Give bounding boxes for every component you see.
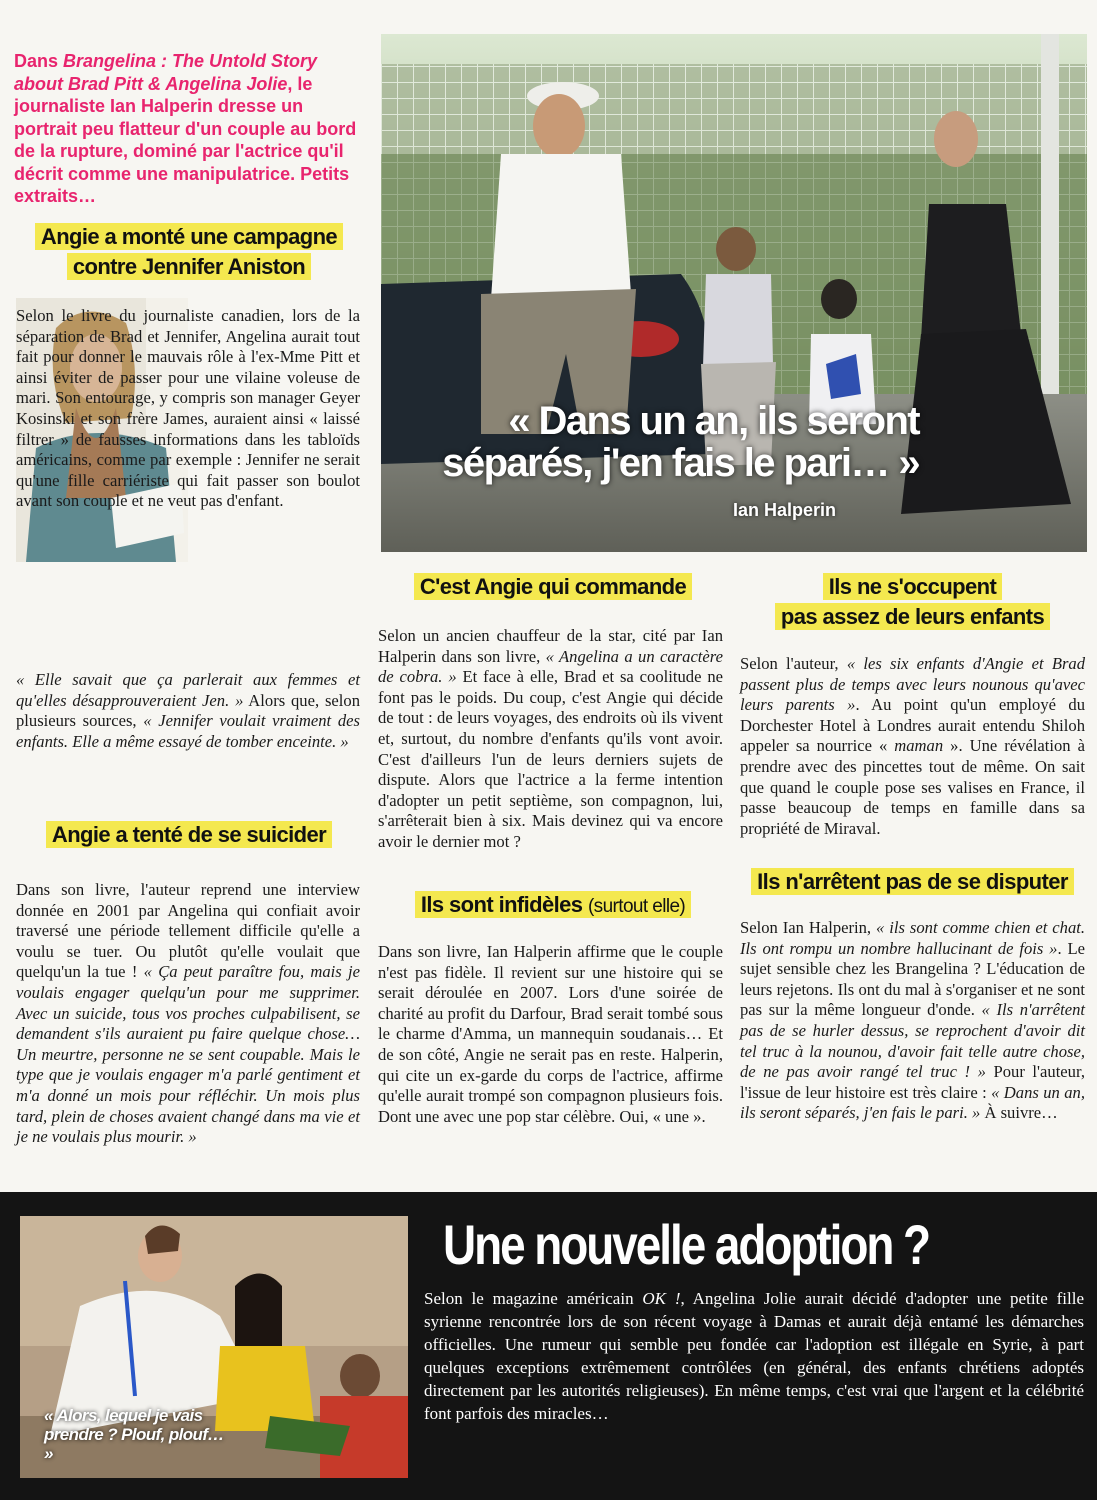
bottom-title: Une nouvelle adoption ? <box>443 1213 930 1276</box>
section1-body-top: Selon le livre du journaliste canadien, lors de la séparation de Brad et Jennifer, Angelina aurait tout fait pour donner le mauvais rôle à l'ex-Mme Pitt et ainsi éviter de passer pour une vilaine voleuse de mari. Son entourage, y compris son manager Geyer Kosinski et son frère James, auraient ainsi « laissé filtrer » de fausses informations dans les tabloïds américains, comme par exemple : Jennifer ne serait qu'une fille carriériste qui fait passer son boulot avant son couple et ne veut pas d'enfant. <box>16 306 360 511</box>
main-photo-quote: « Dans un an, ils seront séparés, j'en fais le pari… » <box>442 399 919 485</box>
main-photo-quote-author: Ian Halperin <box>733 500 837 520</box>
section4-body: Dans son livre, Ian Halperin affirme que le couple n'est pas fidèle. Il revient sur une histoire qui se serait déroulée en 2007. Lors d'une soirée de charité au profit du Darfour, Brad serait tombé sous le charme d'Amma, un mannequin soudanais… Et de son côté, Angie ne serait pas en reste. Halperin, qui cite un ex-garde du corps de l'actrice, affirme qu'elle aurait trompé son compagnon plusieurs fois. Dont une avec une pop star célèbre. Oui, « une ». <box>378 942 723 1126</box>
section3-body: Selon un ancien chauffeur de la star, cité par Ian Halperin dans son livre, « Angelina a un caractère de cobra. » Et face à elle, Brad et sa coolitude ne font pas le poids. Du coup, c'est Angie qui décide de tout : de leurs voyages, des endroits où ils vivent et, surtout, du nombre d'enfants qu'ils vont avoir. C'est d'ailleurs l'un de leurs derniers sujets de dispute. Alors que l'actrice a la ferme intention d'adopter un petit septième, son compagnon, lui, s'arrêterait bien à six. Mais devinez qui va encore avoir le dernier mot ? <box>378 626 723 851</box>
section6-body: Selon Ian Halperin, « ils sont comme chien et chat. Ils ont rompu un nombre hallucinant de fois ». Le sujet sensible chez les Brangelina ? L'éducation de leurs rejetons. Ils ont du mal à s'organiser et ne sont pas sur la même longueur d'onde. « Ils n'arrêtent pas de se hurler dessus, se reprochent d'avoir dit tel truc à la nounou, d'avoir fait telle autre chose, de ne pas avoir rangé tel truc ! » Pour l'auteur, l'issue de leur histoire est très claire : « Dans un an, ils seront séparés, j'en fais le pari. » À suivre… <box>740 918 1085 1123</box>
section-heading-children: Ils ne s'occupent pas assez de leurs enfants <box>740 572 1085 632</box>
adoption-photo <box>20 1216 408 1478</box>
adoption-photo-caption: « Alors, lequel je vais prendre ? Plouf, plouf… » <box>44 1406 224 1463</box>
section-heading-command: C'est Angie qui commande <box>378 572 728 602</box>
section5-body: Selon l'auteur, « les six enfants d'Angie et Brad passent plus de temps avec leurs nounous qu'avec leurs parents ». Au point qu'un employé du Dorchester Hotel à Londres aurait entendu Shiloh appeler sa nourrice « maman ». Une révélation à prendre avec des pincettes tout de même. On sait que quand le couple pose ses valises en France, il passe beaucoup de temps en famille dans sa propriété de Miraval. <box>740 654 1086 838</box>
bottom-body: Selon le magazine américain OK !, Angelina Jolie aurait décidé d'adopter une petite fille syrienne rencontrée lors de son récent voyage à Damas et aurait déjà entamé les démarches officielles. Une rumeur qui semble peu fondée car l'adoption est illégale en Syrie, à part quelques exceptions extrêmement contrôlées (en général, des enfants chrétiens adoptés directement par les autorités religieuses). En même temps, c'est vrai que l'argent et la célébrité font parfois des miracles… <box>424 1289 1084 1423</box>
section2-body: Dans son livre, l'auteur reprend une interview donnée en 2001 par Angelina qui confiait avoir traversé une période tellement difficile qu'elle a voulu se tuer. Ou plutôt qu'elle voulait que quelqu'un la tue ! « Ça peut paraître fou, mais je voulais engager quelqu'un pour me supprimer. Avec un suicide, tous vos proches culpabilisent, se demandent s'ils auraient pu faire quelque chose… Un meurtre, personne ne se sent coupable. Mais le type que je voulais engager m'a parlé gentiment et m'a donné un mois pour réfléchir. Un mois plus tard, plein de choses avaient changé dans ma vie et je ne voulais plus mourir. » <box>16 880 360 1147</box>
section-heading-disputes: Ils n'arrêtent pas de se disputer <box>740 867 1085 897</box>
section-heading-suicide: Angie a tenté de se suicider <box>10 820 368 850</box>
section1-body-bottom: « Elle savait que ça parlerait aux femmes et qu'elles désapprouveraient Jen. » Alors que, selon plusieurs sources, « Jennifer voulait vraiment des enfants. Elle a même essayé de tomber enceinte. » <box>16 670 360 751</box>
intro-text: Dans Brangelina : The Untold Story about Brad Pitt & Angelina Jolie, le journaliste Ian Halperin dresse un portrait peu flatteur d'un couple au bord de la rupture, dominé par l'actrice qu'il décrit comme une manipulatrice. Petits extraits… <box>14 51 357 206</box>
section-heading-unfaithful: Ils sont infidèles (surtout elle) <box>378 890 728 922</box>
section-heading-campaign: Angie a monté une campagne contre Jennifer Aniston <box>10 222 368 282</box>
main-photo <box>381 34 1087 552</box>
